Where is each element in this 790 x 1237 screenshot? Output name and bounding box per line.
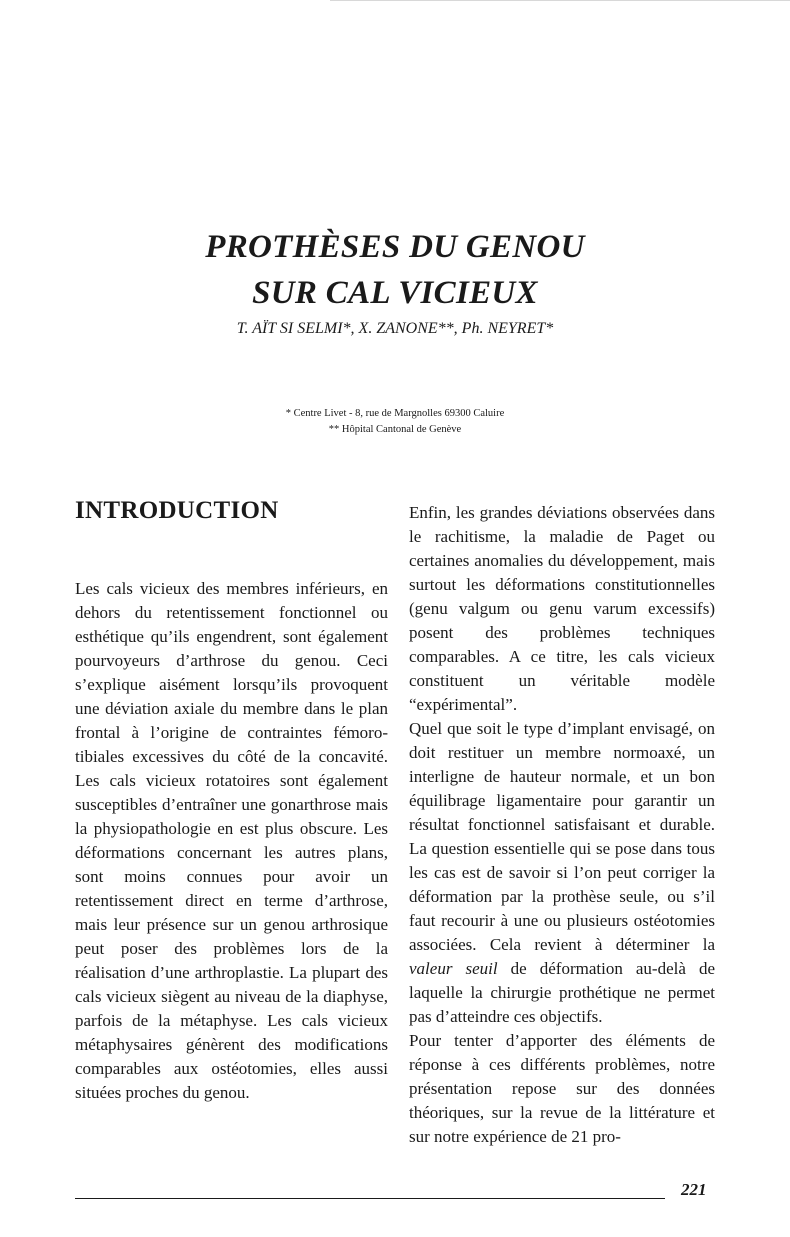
paragraph-3-text-start: Quel que soit le type d’implant envisagé, on doit restituer un membre normoaxé, un interligne de hauteur normale, et un bon équilibrage ligamentaire pour garantir un résultat fonctionnel satisfaisant et durable. La question essentielle qui se pose dans tous les cas est de savoir si l’on peut corriger la déformation par la prothèse seule, ou s’il faut recourir à une ou plusieurs ostéotomies associées. Cela revient à déterminer la bbox=[409, 719, 715, 954]
intro-paragraph-3 bbox=[409, 717, 715, 1029]
intro-paragraph-2: Enfin, les grandes déviations observées dans le rachitisme, la maladie de Paget ou certaines anomalies du développement, mais surtout les déformations constitutionnelles (genu valgum ou genu varum excessifs) posent des problèmes techniques comparables. A ce titre, les cals vicieux constituent un véritable modèle “expérimental”. bbox=[409, 503, 715, 714]
right-column bbox=[409, 501, 715, 1149]
paragraph-3-text-end: de déformation au-delà de laquelle la chirurgie prothétique ne permet pas d’atteindre ces objectifs. bbox=[409, 959, 715, 1026]
footer-rule bbox=[75, 1198, 665, 1199]
article-title bbox=[0, 224, 790, 316]
left-column bbox=[75, 577, 388, 1105]
author-list: T. AÏT SI SELMI*, X. ZANONE**, Ph. NEYRET* bbox=[236, 320, 554, 337]
top-scan-rule bbox=[330, 0, 790, 1]
article-title-line-1: PROTHÈSES DU GENOU bbox=[205, 229, 585, 265]
affiliation-2: ** Hôpital Cantonal de Genève bbox=[328, 424, 462, 435]
section-heading-introduction: INTRODUCTION bbox=[75, 497, 279, 524]
intro-paragraph-4: Pour tenter d’apporter des éléments de réponse à ces différents problèmes, notre présentation repose sur des données théoriques, sur la revue de la littérature et sur notre expérience de 21 pro- bbox=[409, 1031, 715, 1146]
emphasis-valeur-seuil: valeur seuil bbox=[409, 959, 498, 978]
intro-paragraph-1: Les cals vicieux des membres inférieurs, en dehors du retentissement fonctionnel ou esthétique qu’ils engendrent, sont également pourvoyeurs d’arthrose du genou. Ceci s’explique aisément lorsqu’ils provoquent une déviation axiale du membre dans le plan frontal à l’origine de contraintes fémoro-tibiales excessives du côté de la concavité. Les cals vicieux rotatoires sont également susceptibles d’entraîner une gonarthrose mais la physiopathologie en est plus obscure. Les déformations concernant les autres plans, sont moins connues pour avoir un retentissement direct en terme d’arthrose, mais leur présence sur un genou arthrosique peut poser des problèmes lors de la réalisation d’une arthroplastie. La plupart des cals vicieux siègent au niveau de la diaphyse, parfois de la métaphyse. Les cals vicieux métaphysaires génèrent des modifications comparables aux ostéotomies, elles aussi situées proches du genou. bbox=[75, 579, 388, 1102]
affiliations bbox=[0, 406, 790, 438]
affiliation-1: * Centre Livet - 8, rue de Margnolles 69300 Caluire bbox=[285, 408, 505, 419]
article-title-line-2: SUR CAL VICIEUX bbox=[252, 275, 538, 311]
page-number: 221 bbox=[681, 1180, 707, 1199]
